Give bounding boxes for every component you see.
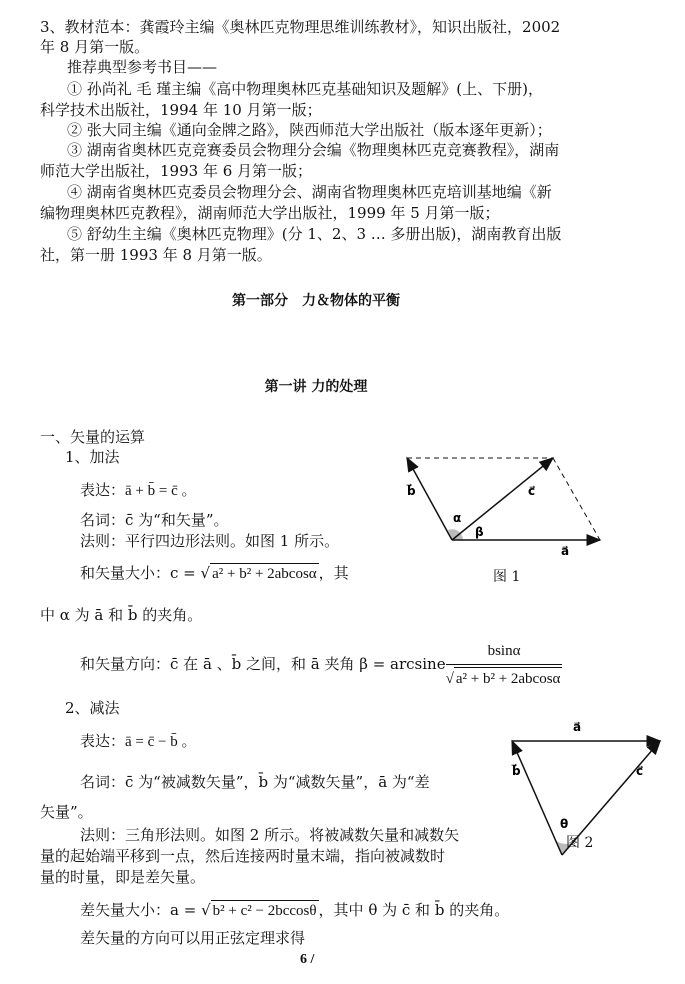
numerator: bsinα bbox=[487, 643, 521, 659]
intro-line: 科学技术出版社，1994 年 10 月第一版； bbox=[40, 101, 322, 119]
sqrt-icon: √ bbox=[201, 901, 211, 919]
label-b: b⃗ bbox=[512, 764, 521, 778]
label-theta: θ bbox=[560, 817, 569, 831]
figure-2-caption: 图 2 bbox=[566, 835, 594, 851]
vector-c bbox=[452, 458, 553, 540]
addition-title: 1、加法 bbox=[65, 448, 120, 466]
label: 和矢量大小：c = bbox=[80, 564, 201, 582]
formula: b² + c² − 2bccosθ bbox=[211, 900, 319, 921]
label: 表达： bbox=[80, 481, 126, 499]
label-beta: β bbox=[475, 525, 484, 539]
addition-magnitude-cont: 中 α 为 ā 和 b̄ 的夹角。 bbox=[40, 606, 203, 624]
subtraction-rule: 量的起始端平移到一点，然后连接两时量末端，指向被减数时 bbox=[40, 847, 446, 865]
label: 表达： bbox=[80, 732, 126, 750]
formula: a² + b² + 2abcosα bbox=[210, 563, 319, 584]
subtraction-rule: 量的时量，即是差矢量。 bbox=[40, 868, 206, 886]
label-a: a⃗ bbox=[573, 720, 582, 734]
page-number: 6 / bbox=[300, 952, 315, 967]
subtraction-rule: 法则：三角形法则。如图 2 所示。将被减数矢量和减数矢 bbox=[80, 826, 460, 844]
sqrt-icon: √ bbox=[445, 671, 454, 687]
subtraction-term: 名词：c̄ 为“被减数矢量”，b̄ 为“减数矢量”，ā 为“差 bbox=[80, 773, 430, 791]
subtraction-term-cont: 矢量”。 bbox=[40, 803, 93, 821]
tail: ，其中 θ 为 c̄ 和 b̄ 的夹角。 bbox=[318, 901, 510, 919]
intro-line: ④ 湖南省奥林匹克委员会物理分会、湖南省物理奥林匹克培训基地编《新 bbox=[67, 183, 552, 201]
intro-line: 3、教材范本：龚霞玲主编《奥林匹克物理思维训练教材》，知识出版社，2002 bbox=[40, 18, 561, 36]
lecture-title: 第一讲 力的处理 bbox=[264, 379, 368, 395]
intro-line: ⑤ 舒幼生主编《奥林匹克物理》(分 1、2、3 … 多册出版)，湖南教育出版 bbox=[67, 225, 562, 243]
intro-line: ② 张大同主编《通向金牌之路》，陕西师范大学出版社（版本逐年更新）； bbox=[67, 121, 552, 139]
label-b: b⃗ bbox=[407, 484, 416, 498]
label: 和矢量方向：c̄ 在 ā 、b̄ 之间，和 ā 夹角 β = arcsine bbox=[80, 655, 446, 673]
intro-line: 编物理奥林匹克教程》，湖南师范大学出版社，1999 年 5 月第一版； bbox=[40, 204, 500, 222]
addition-magnitude bbox=[80, 563, 349, 584]
sqrt-icon: √ bbox=[200, 564, 211, 582]
formula: ā + b̄ = c̄ 。 bbox=[125, 483, 197, 499]
intro-line: ① 孙尚礼 毛 瑾主编《高中物理奥林匹克基础知识及题解》(上、下册)， bbox=[67, 80, 544, 98]
label-c: c⃗ bbox=[528, 484, 536, 498]
section-title: 一、矢量的运算 bbox=[40, 428, 146, 446]
label-a: a⃗ bbox=[561, 544, 570, 558]
parallelogram-figure bbox=[395, 445, 615, 570]
subtraction-direction: 差矢量的方向可以用正弦定理求得 bbox=[80, 929, 306, 947]
label: 差矢量大小：a = bbox=[80, 901, 202, 919]
addition-direction bbox=[80, 640, 562, 690]
fraction bbox=[446, 640, 563, 690]
subtraction-expression bbox=[80, 731, 197, 752]
intro-line: 年 8 月第一版。 bbox=[40, 38, 150, 56]
intro-line: 推荐典型参考书目—— bbox=[67, 58, 218, 76]
denominator: a² + b² + 2abcosα bbox=[454, 667, 563, 690]
label-alpha: α bbox=[453, 511, 462, 525]
vector-b bbox=[407, 458, 452, 540]
label-c: c⃗ bbox=[636, 764, 644, 778]
formula: ā = c̄ − b̄ 。 bbox=[125, 734, 197, 750]
addition-expression bbox=[80, 480, 197, 501]
subtraction-title: 2、减法 bbox=[65, 699, 120, 717]
part-title: 第一部分 力＆物体的平衡 bbox=[232, 293, 400, 309]
figure-1-caption: 图 1 bbox=[493, 569, 521, 585]
intro-line: 社，第一册 1993 年 8 月第一版。 bbox=[40, 246, 272, 264]
addition-term: 名词：c̄ 为“和矢量”。 bbox=[80, 511, 229, 529]
intro-line: 师范大学出版社，1993 年 6 月第一版； bbox=[40, 162, 313, 180]
addition-rule: 法则：平行四边形法则。如图 1 所示。 bbox=[80, 532, 340, 550]
vector-b bbox=[512, 741, 562, 855]
tail: ，其 bbox=[318, 564, 349, 582]
intro-line: ③ 湖南省奥林匹克竞赛委员会物理分会编《物理奥林匹克竞赛教程》，湖南 bbox=[67, 141, 560, 159]
subtraction-magnitude bbox=[80, 900, 509, 921]
